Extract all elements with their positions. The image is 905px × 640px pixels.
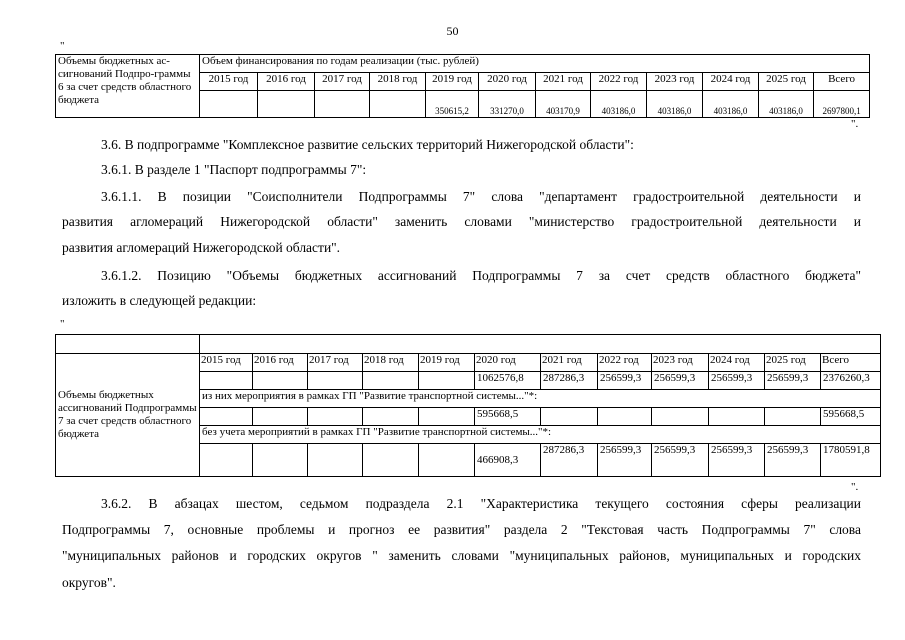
table2-year: 2019 год [419,354,475,372]
table2-sub2-value [419,444,475,477]
table2-sub1-value [253,408,308,426]
paragraph-3-6-2-line: 3.6.2. В абзацах шестом, седьмом подраздела 2.1 "Характеристика текущего состояния сферы реализации [101,496,861,511]
table2-sub2-value: 287286,3 [541,444,598,477]
table2-sub2-value: 256599,3 [652,444,709,477]
paragraph-3-6-1-1-line: развития агломераций Нижегородской области". [62,240,341,255]
table2-total: 2376260,3 [821,372,881,390]
table1-year: Всего [814,73,870,91]
table2-sub2-value [253,444,308,477]
table2-sub1-value [541,408,598,426]
paragraph-3-6-2-line: Подпрограммы 7, основные проблемы и прогноз ее развития" раздела 2 "Текстовая часть Подпрограммы 7" слова [62,522,861,537]
table1-value: 403170,9 [536,91,591,118]
table1-value: 350615,2 [426,91,479,118]
paragraph-3-6-1-1-line: развития агломераций Нижегородской области" заменить словами "министерство градостроительной деятельности и [62,214,861,229]
table1-label: Объемы бюджетных ас-сигнований Подпро-граммы 6 за счет средств областного бюджета [56,55,200,118]
table1-header: Объем финансирования по годам реализации (тыс. рублей) [200,55,870,73]
table2-year: 2020 год [475,354,541,372]
open-quote: " [60,318,65,330]
table2-sub2-value: 256599,3 [598,444,652,477]
table2-total: 256599,3 [765,372,821,390]
open-quote: " [60,40,65,52]
table2-sub2-value: 256599,3 [709,444,765,477]
table2-total [253,372,308,390]
table2-total: 287286,3 [541,372,598,390]
paragraph-3-6-2-line: округов". [62,575,116,590]
table2-sub1-value [765,408,821,426]
table2-total: 1062576,8 [475,372,541,390]
table2-year: 2017 год [308,354,363,372]
table1-year: 2025 год [759,73,814,91]
paragraph-3-6-1-1-line: 3.6.1.1. В позиции "Соисполнители Подпрограммы 7" слова "департамент градостроительной деятельности и [101,189,861,204]
table2-sub2-value: 256599,3 [765,444,821,477]
table1-year: 2017 год [315,73,370,91]
table1-value: 403186,0 [647,91,703,118]
paragraph-3-6-2-line: "муниципальных районов и городских округов " заменить словами "муниципальных районов, муниципальных и городских [62,548,861,563]
table2-total [363,372,419,390]
table2-sub2-value [200,444,253,477]
table1-year: 2018 год [370,73,426,91]
table2-sub1-value [308,408,363,426]
table2-total: 256599,3 [598,372,652,390]
table1-value [315,91,370,118]
table2-total [308,372,363,390]
table1-year: 2015 год [200,73,258,91]
table2-total [200,372,253,390]
page-number: 50 [446,24,459,38]
table1-year: 2016 год [258,73,315,91]
table2-sub2-label: без учета мероприятий в рамках ГП "Развитие транспортной системы..."*: [200,426,881,444]
paragraph-3-6-1-2-line: 3.6.1.2. Позицию "Объемы бюджетных ассигнований Подпрограммы 7 за счет средств областного бюджета" [101,268,861,283]
table1-value: 403186,0 [759,91,814,118]
table2-corner [56,335,200,354]
table2-label: Объемы бюджетных ассигнований Подпрограммы 7 за счет средств областного бюджета [56,354,200,477]
paragraph-3-6-1-2-line: изложить в следующей редакции: [62,293,257,308]
table2-blank-header [200,335,881,354]
table2-sub1-label: из них мероприятия в рамках ГП "Развитие транспортной системы..."*: [200,390,881,408]
table2-sub2-value: 1780591,8 [821,444,881,477]
table2-sub2-value: 466908,3 [475,444,541,477]
budget-table-subprogram-6 [55,54,870,118]
table2-total: 256599,3 [709,372,765,390]
table1-value: 403186,0 [703,91,759,118]
table2-year: 2024 год [709,354,765,372]
table1-year: 2024 год [703,73,759,91]
table2-year: 2025 год [765,354,821,372]
table2-sub2-value [308,444,363,477]
table1-year: 2022 год [591,73,647,91]
table2-sub1-value: 595668,5 [475,408,541,426]
table2-year: 2015 год [200,354,253,372]
table2-sub1-value [363,408,419,426]
table1-value: 2697800,1 [814,91,870,118]
table2-total: 256599,3 [652,372,709,390]
table2-year: 2023 год [652,354,709,372]
table2-year: 2016 год [253,354,308,372]
table2-year: 2018 год [363,354,419,372]
table1-year: 2023 год [647,73,703,91]
table1-value: 403186,0 [591,91,647,118]
table2-year: 2022 год [598,354,652,372]
table1-year: 2019 год [426,73,479,91]
table2-sub1-value [200,408,253,426]
table2-sub1-value [652,408,709,426]
table1-year: 2021 год [536,73,591,91]
paragraph-3-6: 3.6. В подпрограмме "Комплексное развитие сельских территорий Нижегородской области": [101,137,634,152]
table2-sub2-value [363,444,419,477]
table1-value: 331270,0 [479,91,536,118]
paragraph-3-6-1: 3.6.1. В разделе 1 "Паспорт подпрограммы 7": [101,162,367,177]
table2-sub1-value [709,408,765,426]
table2-sub1-value [598,408,652,426]
table2-year: 2021 год [541,354,598,372]
close-quote: ". [851,118,859,130]
table2-sub1-value [419,408,475,426]
table2-sub1-value: 595668,5 [821,408,881,426]
close-quote: ". [851,481,859,493]
table1-year: 2020 год [479,73,536,91]
table1-value [258,91,315,118]
table2-year: Всего [821,354,881,372]
budget-table-subprogram-7 [55,334,881,477]
table1-value [370,91,426,118]
table2-total [419,372,475,390]
table1-value [200,91,258,118]
